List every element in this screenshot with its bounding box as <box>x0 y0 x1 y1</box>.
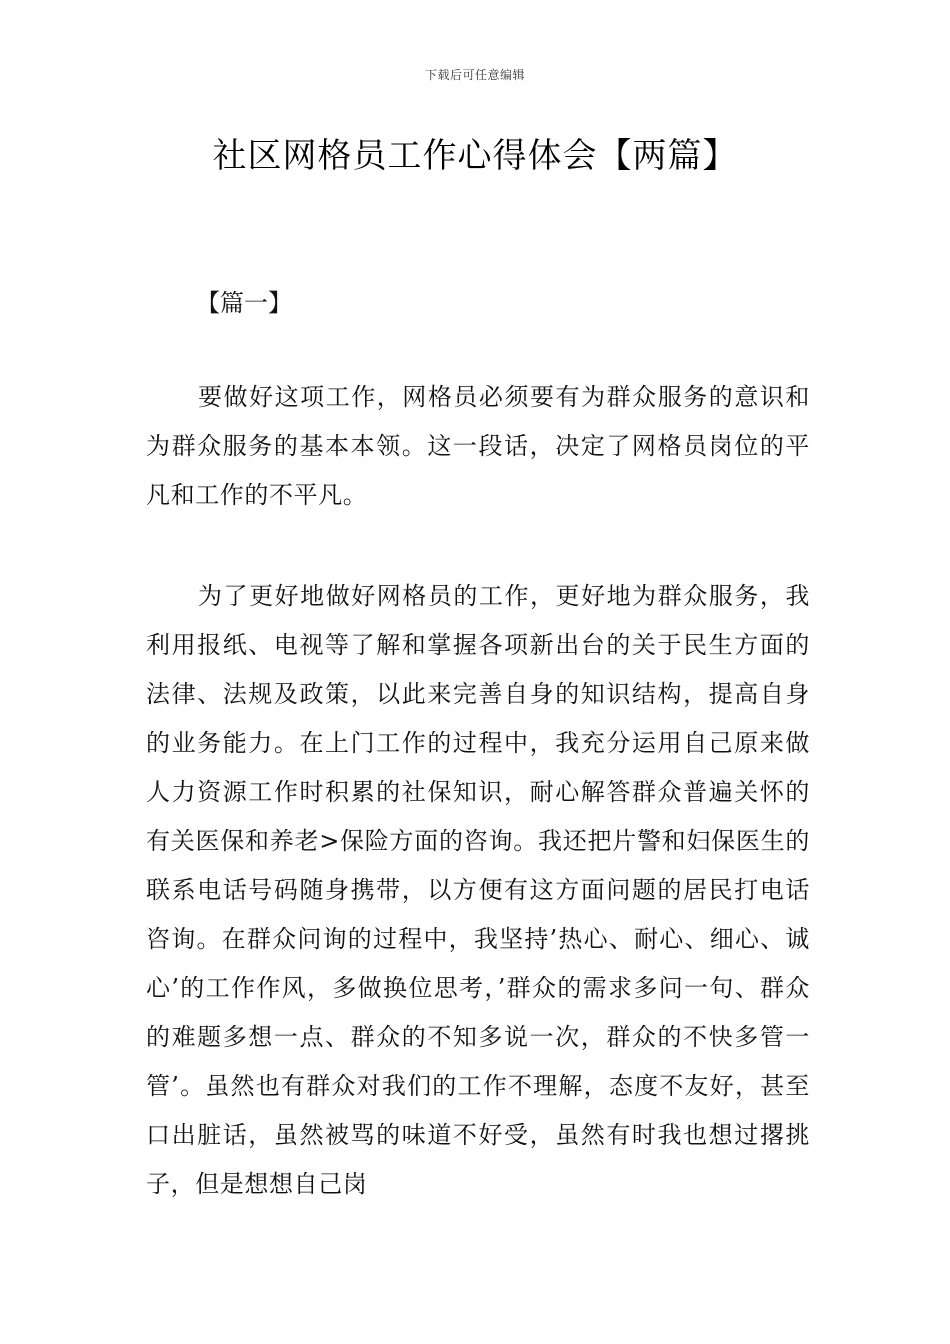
header-note: 下载后可任意编辑 <box>424 68 525 82</box>
body-paragraph: 为了更好地做好网格员的工作，更好地为群众服务，我利用报纸、电视等了解和掌握各项新出台的关于民生方面的法律、法规及政策，以此来完善自身的知识结构，提高自身的业务能力。在上门工作的过程中，我充分运用自己原来做人力资源工作时积累的社保知识，耐心解答群众普遍关怀的有关医保和养老>保险方面的咨询。我还把片警和妇保医生的联系电话号码随身携带，以方便有这方面问题的居民打电话咨询。在群众问询的过程中，我坚持’热心、耐心、细心、诚心’的工作作风，多做换位思考，’群众的需求多问一句、群众的难题多想一点、群众的不知多说一次，群众的不快多管一管’。虽然也有群众对我们的工作不理解，态度不友好，甚至口出脏话，虽然被骂的味道不好受，虽然有时我也想过撂挑子，但是想想自己岗 <box>146 582 810 1198</box>
body-paragraph: 要做好这项工作，网格员必须要有为群众服务的意识和为群众服务的基本本领。这一段话，决定了网格员岗位的平凡和工作的不平凡。 <box>146 383 810 509</box>
section-heading: 【篇一】 <box>196 289 292 317</box>
document-title: 社区网格员工作心得体会【两篇】 <box>212 136 738 176</box>
